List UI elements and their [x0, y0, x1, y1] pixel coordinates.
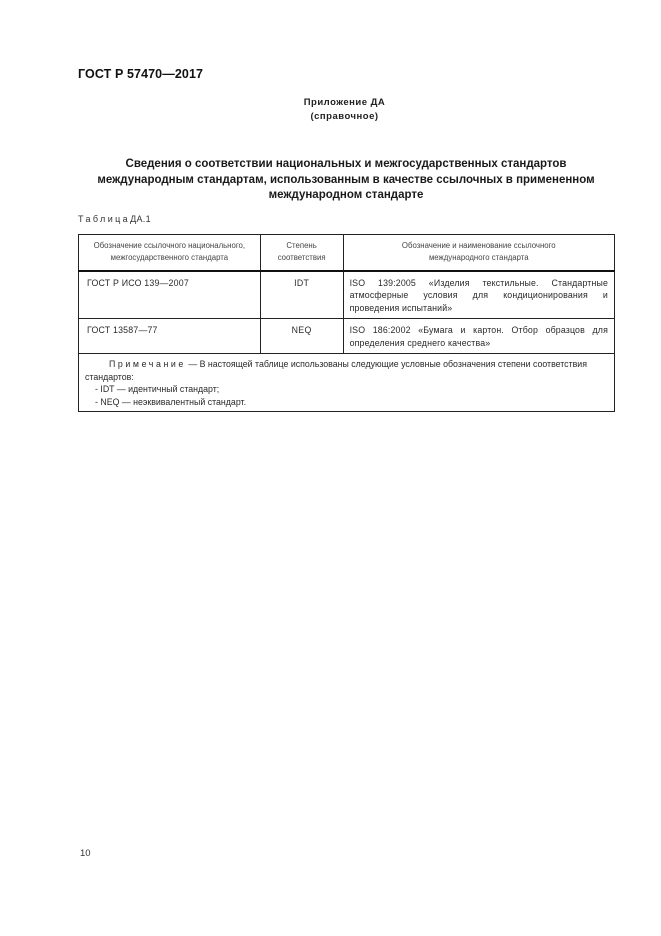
table-note — [79, 354, 615, 412]
table-caption-label: Таблица — [78, 214, 131, 224]
degree-cell: IDT — [260, 271, 343, 319]
header-international-standard — [343, 235, 614, 271]
header-text: Обозначение и наименование ссылочного — [401, 240, 556, 250]
header-text: соответствия — [277, 253, 326, 263]
international-standard-cell: ISO 139:2005 «Изделия текстильные. Стандартные атмосферные условия для кондиционирования и проведения испытаний» — [343, 271, 614, 319]
header-degree — [260, 235, 343, 271]
appendix-title: Приложение ДА — [303, 97, 386, 108]
header-text: Степень — [286, 240, 317, 250]
note-item: - NEQ — неэквивалентный стандарт. — [95, 396, 247, 407]
section-title-line: международном стандарте — [268, 189, 424, 201]
document-code: ГОСТ Р 57470—2017 — [78, 67, 204, 81]
header-text: межгосударственного стандарта — [110, 253, 229, 263]
degree-cell: NEQ — [260, 319, 343, 354]
note-label: Примечание — [109, 359, 186, 369]
table-caption — [78, 214, 151, 224]
appendix-heading — [0, 96, 661, 124]
page-number: 10 — [80, 848, 91, 859]
table-caption-number: ДА.1 — [130, 214, 151, 224]
table-row — [79, 271, 615, 319]
national-standard-cell: ГОСТ Р ИСО 139—2007 — [79, 271, 261, 319]
national-standard-cell: ГОСТ 13587—77 — [79, 319, 261, 354]
header-text: международного стандарта — [428, 253, 529, 263]
international-standard-cell: ISO 186:2002 «Бумага и картон. Отбор образцов для определения среднего качества» — [343, 319, 614, 354]
section-title — [78, 157, 614, 204]
section-title-line: Сведения о соответствии национальных и межгосударственных стандартов — [125, 158, 567, 170]
reference-standards-table — [78, 234, 615, 412]
table-note-row — [79, 354, 615, 412]
note-body: — В настоящей таблице использованы следующие условные обозначения степени соответствия стандартов: — [85, 359, 587, 382]
note-text — [85, 358, 608, 383]
appendix-subtitle: (справочное) — [310, 111, 379, 122]
header-national-standard — [79, 235, 261, 271]
note-item: - IDT — идентичный стандарт; — [95, 384, 220, 394]
table-row — [79, 319, 615, 354]
table-header-row — [79, 235, 615, 271]
section-title-line: международным стандартам, использованным в качестве ссылочных в примененном — [97, 173, 595, 186]
header-text: Обозначение ссылочного национального, — [93, 240, 245, 250]
